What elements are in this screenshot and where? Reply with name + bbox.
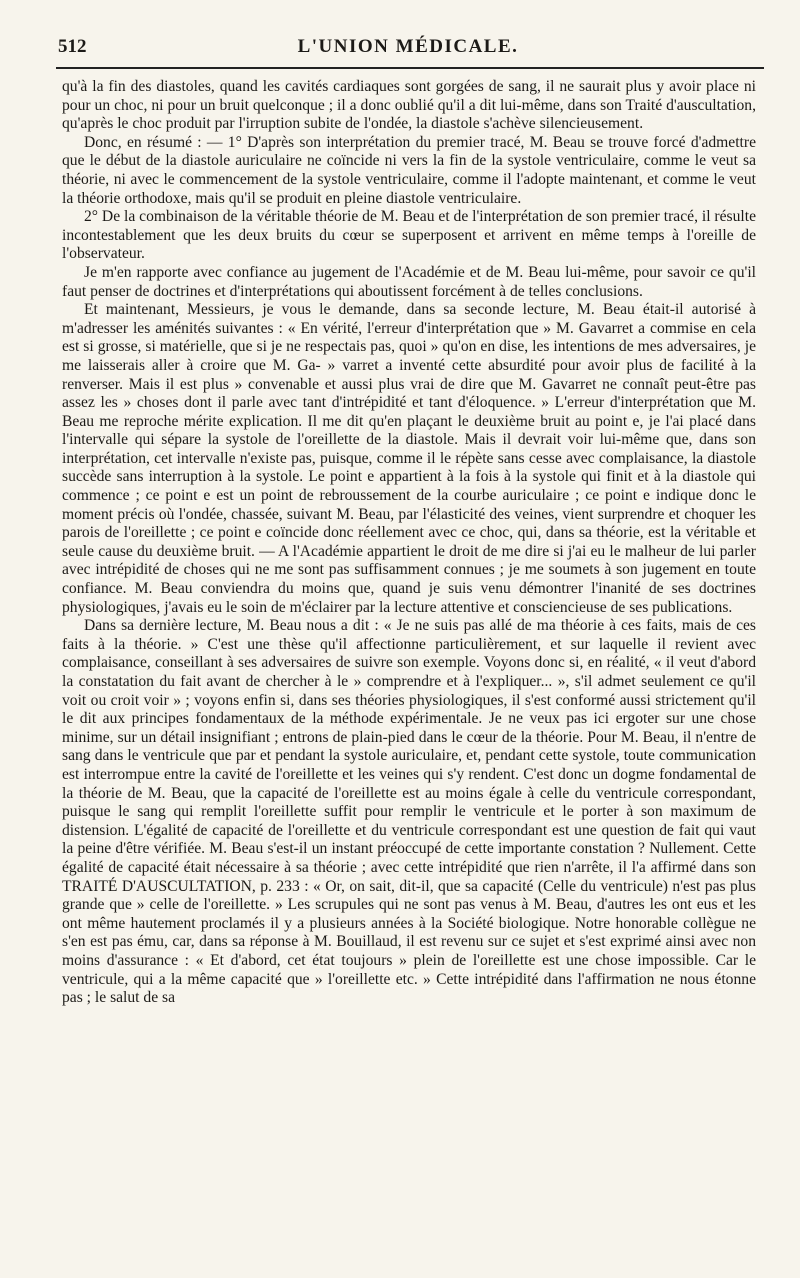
article-body: [62, 78, 756, 1008]
paragraph: Dans sa dernière lecture, M. Beau nous a dit : « Je ne suis pas allé de ma théorie à ces faits, mais de ces faits à la théorie. » C'est une thèse qu'il affectionne particulièrement, et sur laquelle il revient avec complaisance, conseillant à ses adversaires de suivre son exemple. Voyons donc si, en réalité, « il veut d'abord la constatation du fait avant de chercher à le » comprendre et à l'expliquer... », s'il admet seulement ce qu'il voit ou croit voir » ; voyons enfin si, dans ses théories physiologiques, il s'est conformé aussi strictement qu'il le dit aux principes fondamentaux de la méthode expérimentale. Je ne veux pas ici ergoter sur une chose minime, sur un détail insignifiant ; entrons de plain-pied dans le cœur de la théorie. Pour M. Beau, il n'entre de sang dans le ventricule que par et pendant la systole auriculaire, et, pendant cette systole, toute communication est interrompue entre la cavité de l'oreillette et les veines qui s'y rendent. C'est donc un dogme fondamental de la théorie de M. Beau, que la capacité de l'oreillette est au moins égale à celle du ventricule correspondant, puisque le sang qui remplit l'oreillette suffit pour remplir le ventricule et le porter à son maximum de distension. L'égalité de capacité de l'oreillette et du ventricule correspondant est une question de fait qui vaut la peine d'être vérifiée. M. Beau s'est-il un instant préoccupé de cette importante constation ? Nullement. Cette égalité de capacité était nécessaire à sa théorie ; avec cette intrépidité que rien n'arrête, il l'a affirmé dans son TRAITÉ D'AUSCULTATION, p. 233 : « Or, on sait, dit-il, que sa capacité (Celle du ventricule) n'est pas plus grande que » celle de l'oreillette. » Les scrupules qui ne sont pas venus à M. Beau, d'autres les ont eus et les ont même hautement proclamés il y a plusieurs années à la Société biologique. Notre honorable collègue ne s'en est pas ému, car, dans sa réponse à M. Bouillaud, il est revenu sur ce sujet et s'est exprimé ainsi avec non moins d'assurance : « Et d'abord, cet état toujours » plein de l'oreillette est une chose impossible. Car le ventricule, qui a la même capacité que » l'oreillette etc. » Cette intrépidité dans l'affirmation ne nous étonne pas ; le salut de sa: [62, 617, 756, 1007]
paragraph: 2° De la combinaison de la véritable théorie de M. Beau et de l'interprétation de son premier tracé, il résulte incontestablement que les deux bruits du cœur se superposent et arrivent en même temps à l'oreille de l'observateur.: [62, 208, 756, 263]
page-number: 512: [58, 36, 87, 57]
journal-title: L'UNION MÉDICALE.: [297, 36, 519, 57]
paragraph: Je m'en rapporte avec confiance au jugement de l'Académie et de M. Beau lui-même, pour savoir ce qu'il faut penser de doctrines et d'interprétations qui aboutissent forcément à de telles conclusions.: [62, 263, 756, 300]
header-rule: [56, 67, 764, 69]
page-header: [58, 34, 758, 60]
paragraph: Donc, en résumé : — 1° D'après son interprétation du premier tracé, M. Beau se trouve forcé d'admettre que le début de la diastole auriculaire ne coïncide ni vers la fin de la systole ventriculaire, comme le veut sa théorie, ni avec le commencement de la systole ventriculaire, comme il l'adopte maintenant, et comme le veut la théorie orthodoxe, mais qu'il se produit en pleine diastole ventriculaire.: [62, 133, 756, 207]
paragraph: Et maintenant, Messieurs, je vous le demande, dans sa seconde lecture, M. Beau était-il autorisé à m'adresser les aménités suivantes : « En vérité, l'erreur d'interprétation que » M. Gavarret a commise en cela est si grosse, si matérielle, que si je ne respectais pas, quoi » qu'on en dise, les intentions de mes adversaires, je me laisserais aller à croire que M. Ga- » varret a inventé cette absurdité pour avoir plus de facilité à la renverser. Mais il est plus » convenable et aussi plus vrai de dire que M. Gavarret ne connaît peut-être pas assez les » choses dont il parle avec tant d'intrépidité et tant d'éloquence. » L'erreur d'interprétation que M. Beau me reproche mérite explication. Il me dit qu'en plaçant le deuxième bruit au point e, je l'ai placé dans l'intervalle qui sépare la systole de l'oreillette de la diastole. Mais il devrait voir lui-même que, dans son interprétation, cet intervalle n'existe pas, puisque, comme il le répète sans cesse avec complaisance, la diastole succède sans interruption à la systole. Le point e appartient à la fois à la systole qui finit et à la diastole qui commence ; ce point e est un point de rebroussement de la courbe auriculaire ; ce point e indique donc le moment précis où l'ondée, chassée, suivant M. Beau, par l'élasticité des veines, vient surprendre et choquer les parois de l'oreillette ; ce point e coïncide donc réellement avec ce choc, qui, dans sa théorie, est la véritable et seule cause du deuxième bruit. — A l'Académie appartient le droit de me dire si j'ai eu le malheur de lui parler avec intrépidité de choses qui ne me sont pas suffisamment connues ; je me soumets à son jugement en toute confiance. M. Beau conviendra du moins que, quand je suis venu démontrer l'inanité de ses doctrines physiologiques, j'avais eu le soin de m'éclairer par la lecture attentive et consciencieuse de ses publications.: [62, 301, 756, 616]
paragraph: qu'à la fin des diastoles, quand les cavités cardiaques sont gorgées de sang, il ne saurait plus y avoir place ni pour un choc, ni pour un bruit quelconque ; il a donc oublié qu'il a dit lui-même, dans son Traité d'auscultation, qu'après le choc produit par l'irruption subite de l'ondée, la diastole s'achève silencieusement.: [62, 78, 756, 133]
